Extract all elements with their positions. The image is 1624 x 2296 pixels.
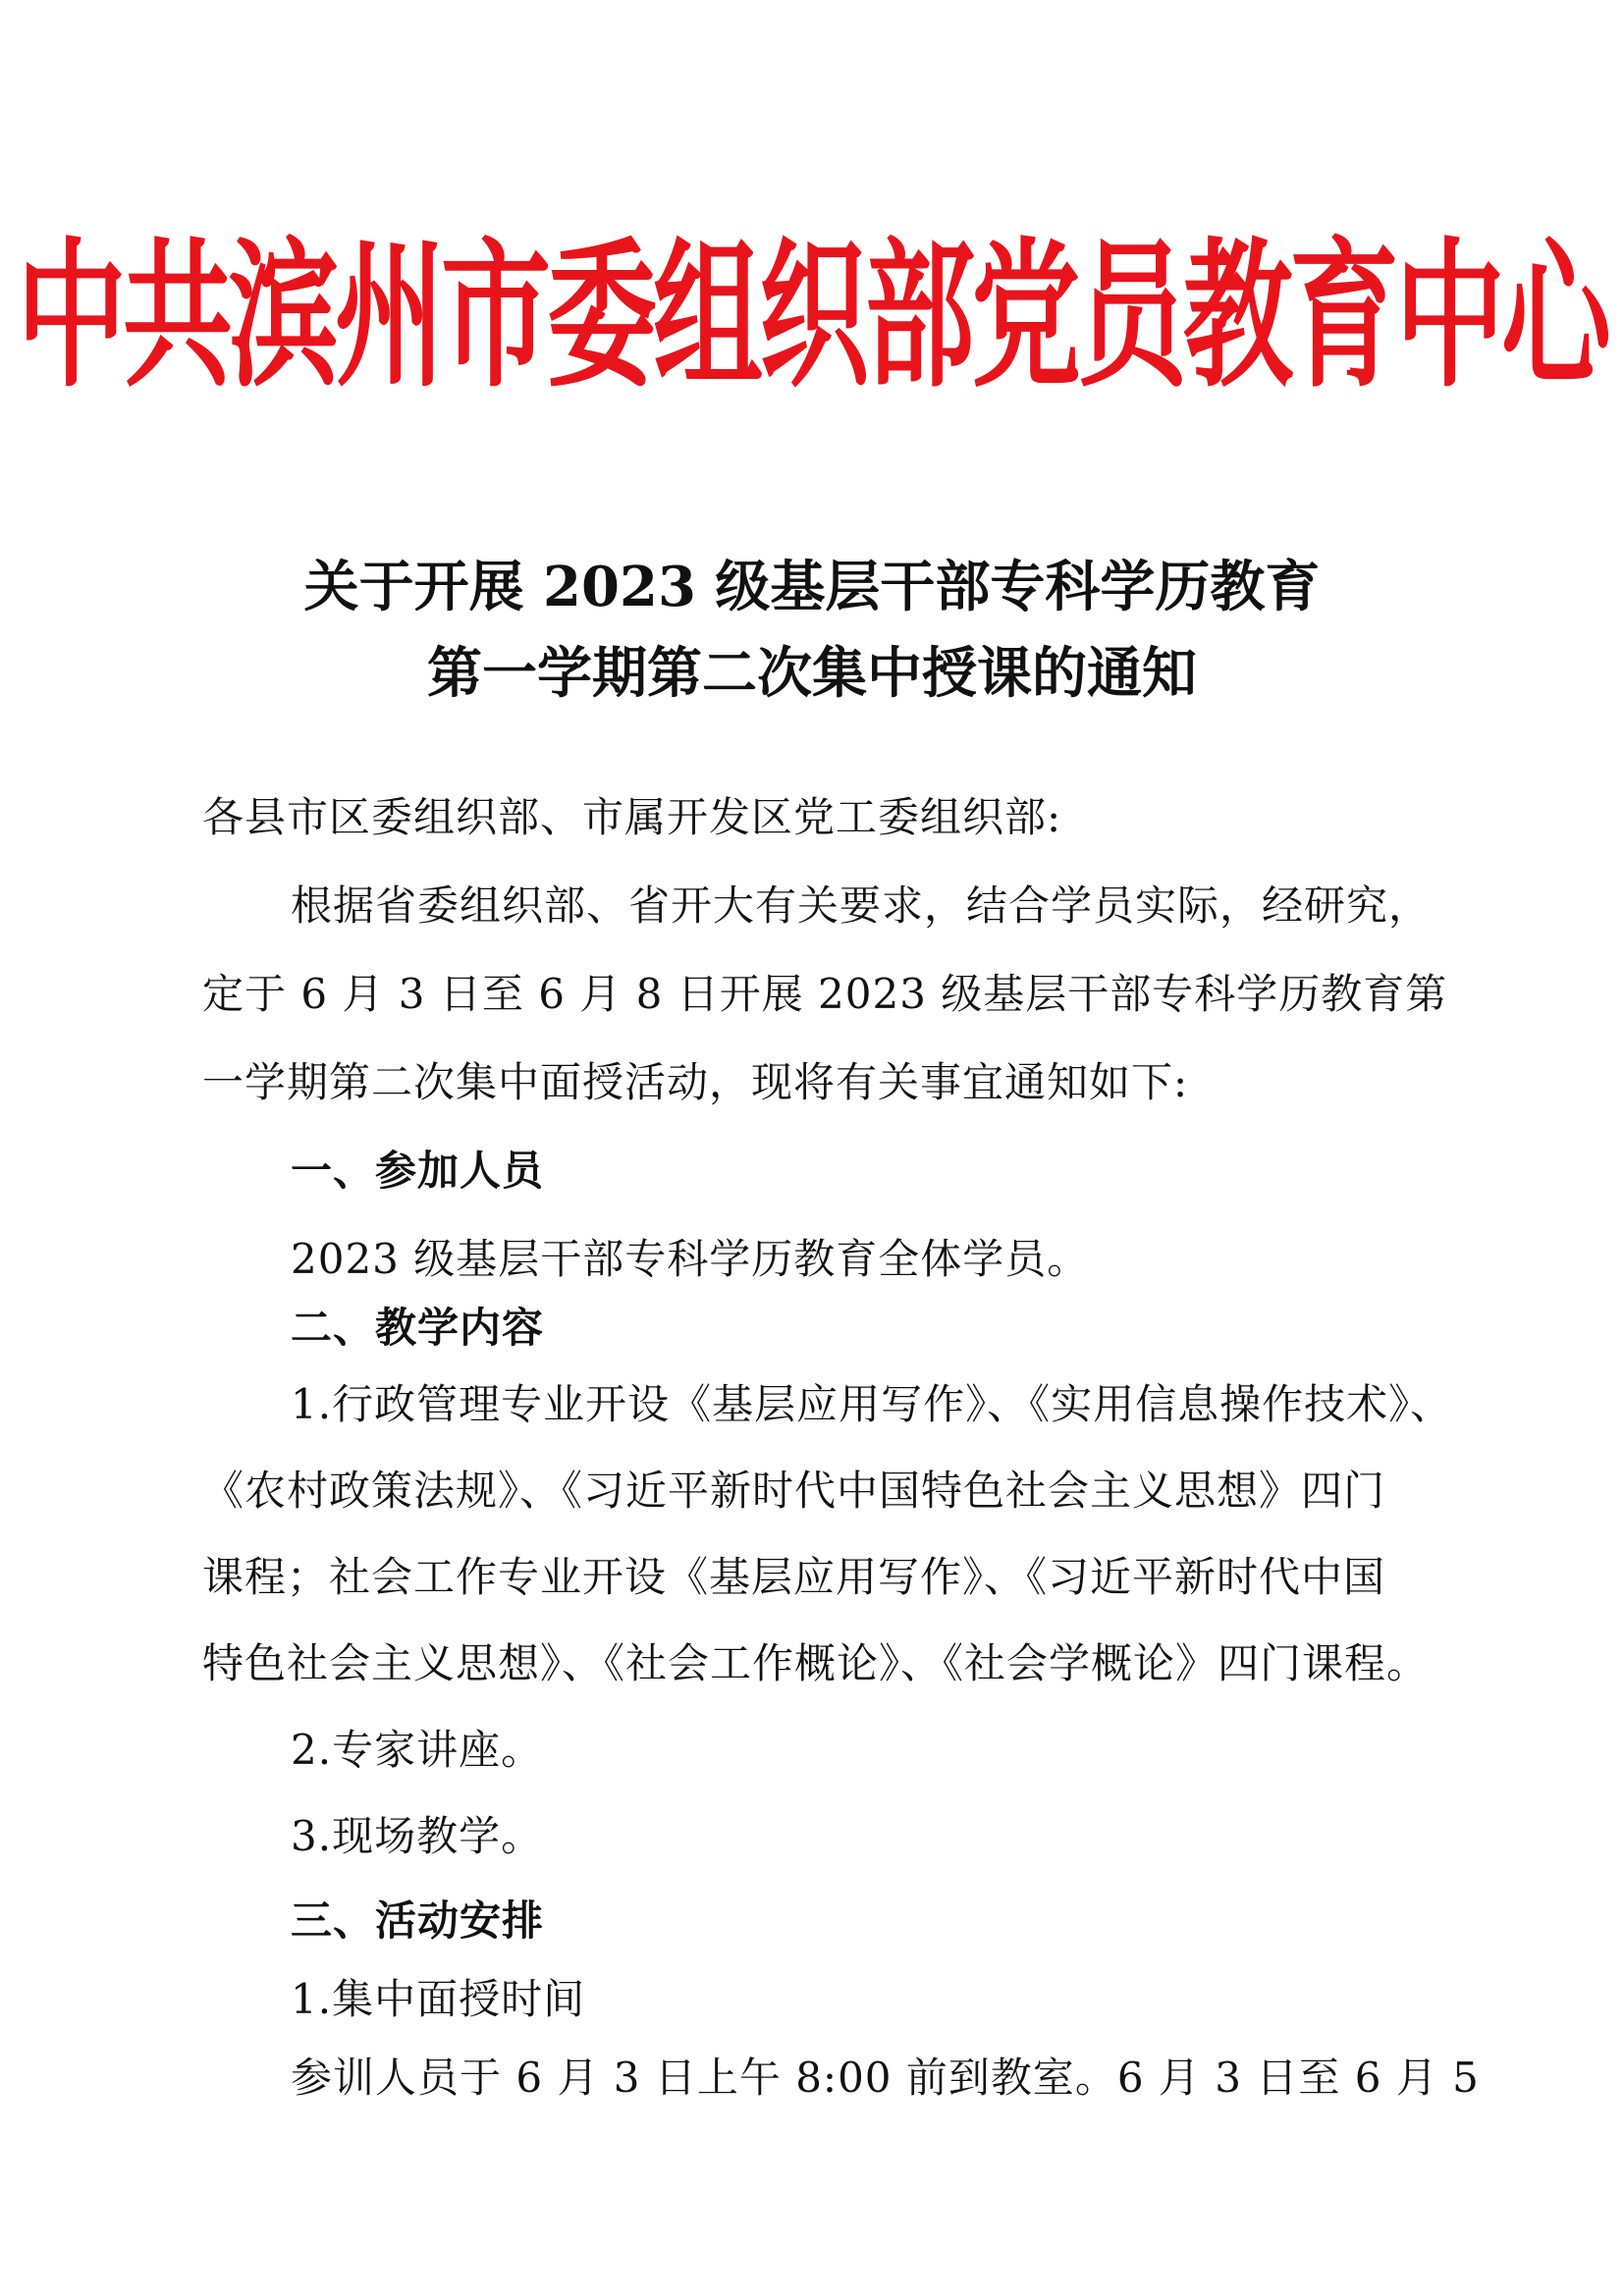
section-heading-content: 二、教学内容 [291,1304,545,1352]
section-heading-schedule: 三、活动安排 [291,1896,545,1945]
content-item-1-line-3: 课程；社会工作专业开设《基层应用写作》、《习近平新时代中国 [202,1553,1386,1601]
intro-line-1: 根据省委组织部、省开大有关要求，结合学员实际，经研究， [291,881,1432,930]
section-heading-participants: 一、参加人员 [291,1147,545,1195]
content-item-1-line-1: 1.行政管理专业开设《基层应用写作》、《实用信息操作技术》、 [291,1380,1453,1428]
intro-line-2: 定于 6 月 3 日至 6 月 8 日开展 2023 级基层干部专科学历教育第 [202,970,1448,1018]
intro-line-3: 一学期第二次集中面授活动，现将有关事宜通知如下: [202,1058,1189,1106]
notice-title-line-1: 关于开展 2023 级基层干部专科学历教育 [303,555,1321,619]
notice-title-line-2: 第一学期第二次集中授课的通知 [427,641,1197,706]
schedule-text: 参训人员于 6 月 3 日上午 8:00 前到教室。6 月 3 日至 6 月 5 [291,2054,1480,2102]
content-item-1-line-4: 特色社会主义思想》、《社会工作概论》、《社会学概论》四门课程。 [202,1639,1430,1687]
schedule-sub-heading: 1.集中面授时间 [291,1975,586,2023]
participants-text: 2023 级基层干部专科学历教育全体学员。 [291,1235,1090,1283]
content-item-3: 3.现场教学。 [291,1812,544,1860]
content-item-1-line-2: 《农村政策法规》、《习近平新时代中国特色社会主义思想》四门 [202,1467,1386,1515]
masthead-title: 中共滨州市委组织部党员教育中心 [17,224,1607,410]
salutation: 各县市区委组织部、市属开发区党工委组织部: [202,793,1062,841]
content-item-2: 2.专家讲座。 [291,1726,544,1774]
